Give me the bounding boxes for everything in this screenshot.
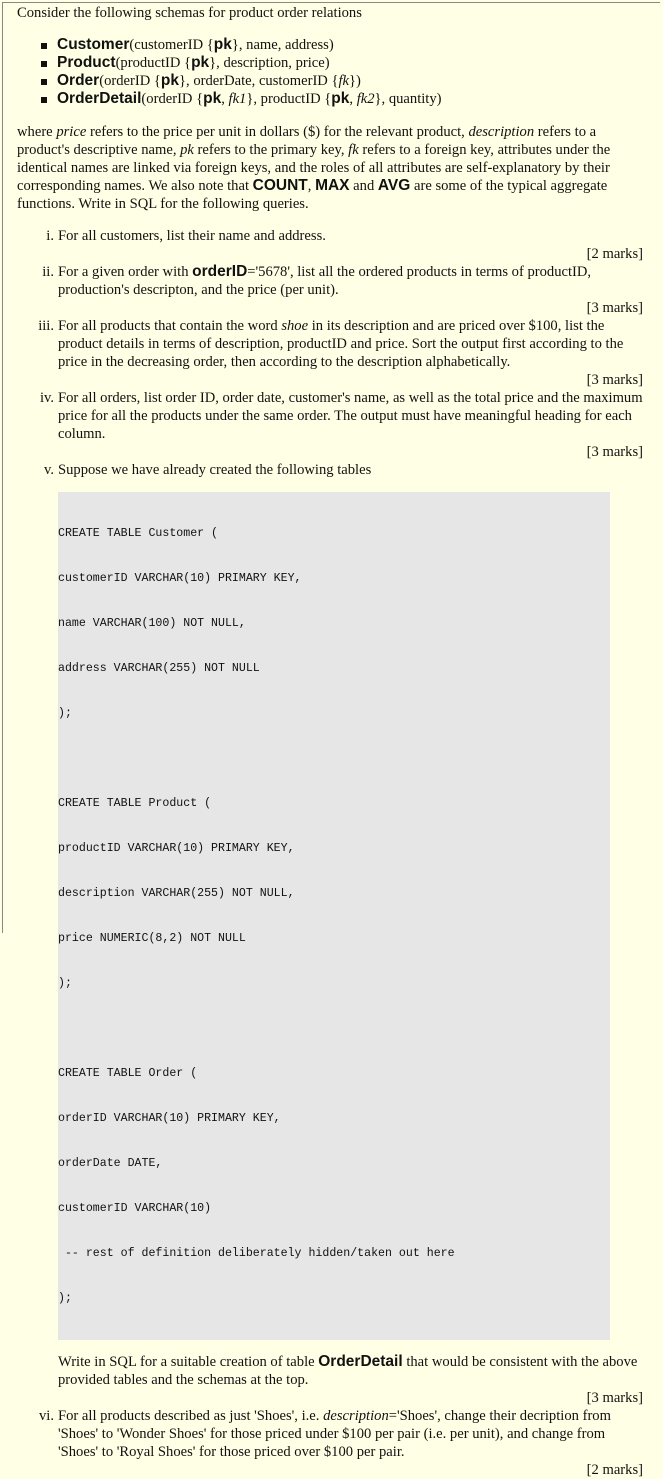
question-5 (17, 461, 643, 1407)
intro-text: Consider the following schemas for product order relations (17, 5, 362, 21)
schema-product: Product(productID {pk}, description, price) (41, 54, 643, 72)
question-text: Suppose we have already created the following tables (58, 462, 372, 478)
schema-orderdetail: OrderDetail(orderID {pk, fk1}, productID {pk, fk2}, quantity) (41, 90, 643, 108)
question-text: For all products described as just 'Shoes', i.e. description='Shoes', change their decription from 'Shoes' to 'Wonder Shoes' for those priced under $100 per pair (i.e. per unit), and change from 'Shoes' to 'Royal Shoes' for those priced over $100 per pair. (58, 1408, 611, 1460)
schema-customer: Customer(customerID {pk}, name, address) (41, 36, 643, 54)
question-6 (17, 1407, 643, 1479)
question-number: i. (46, 228, 54, 244)
question-list (17, 227, 643, 1479)
question-text: For all orders, list order ID, order date, customer's name, as well as the total price and the maximum price for all the products under the same order. The output must have meaningful heading for each column. (58, 390, 643, 442)
schema-list (17, 36, 643, 108)
explanation-paragraph: where price refers to the price per unit in dollars ($) for the relevant product, description refers to a product's descriptive name, pk refers to the primary key, fk refers to a foreign key, attributes under the identical names are linked via foreign keys, and the roles of all attributes are self-explanatory by their corresponding names. We also note that COUNT, MAX and AVG are some of the typical aggregate functions. Write in SQL for the following queries. (17, 124, 611, 212)
question-number: iv. (39, 390, 54, 406)
question-number: v. (44, 462, 54, 478)
marks-label: [3 marks] (586, 1390, 643, 1406)
question-number: iii. (38, 318, 54, 334)
document-content (17, 4, 643, 1479)
sql-code-block: CREATE TABLE Customer ( customerID VARCHAR(10) PRIMARY KEY, name VARCHAR(100) NOT NULL, address VARCHAR(255) NOT NULL ); CREATE TABLE Product ( productID VARCHAR(10) PRIMARY KEY, description VARCHAR(255) NOT NULL, price NUMERIC(8,2) NOT NULL ); CREATE TABLE Order ( orderID VARCHAR(10) PRIMARY KEY, orderDate DATE, customerID VARCHAR(10) -- rest of definition deliberately hidden/taken out here ); (58, 492, 610, 1340)
marks-label: [2 marks] (586, 1462, 643, 1478)
question-number: vi. (39, 1408, 54, 1424)
schema-order: Order(orderID {pk}, orderDate, customerID {fk}) (41, 72, 643, 90)
marks-label: [3 marks] (586, 444, 643, 460)
question-text: For a given order with orderID='5678', list all the ordered products in terms of productID, production's descripton, and the price (per unit). (58, 263, 592, 298)
marks-label: [3 marks] (586, 372, 643, 388)
marks-label: [3 marks] (586, 300, 643, 316)
question-text: For all customers, list their name and address. (58, 228, 326, 244)
question-number: ii. (42, 264, 54, 280)
question-text: Write in SQL for a suitable creation of table OrderDetail that would be consistent with the above provided tables and the schemas at the top. (58, 1353, 638, 1388)
question-4 (17, 389, 643, 461)
question-text: For all products that contain the word shoe in its description and are priced over $100, list the product details in terms of description, productID and price. Sort the output first according to the price in the decreasing order, then according to the description alphabetically. (58, 318, 624, 370)
question-3 (17, 317, 643, 389)
marks-label: [2 marks] (586, 246, 643, 262)
question-2 (17, 263, 643, 317)
question-1 (17, 227, 643, 263)
